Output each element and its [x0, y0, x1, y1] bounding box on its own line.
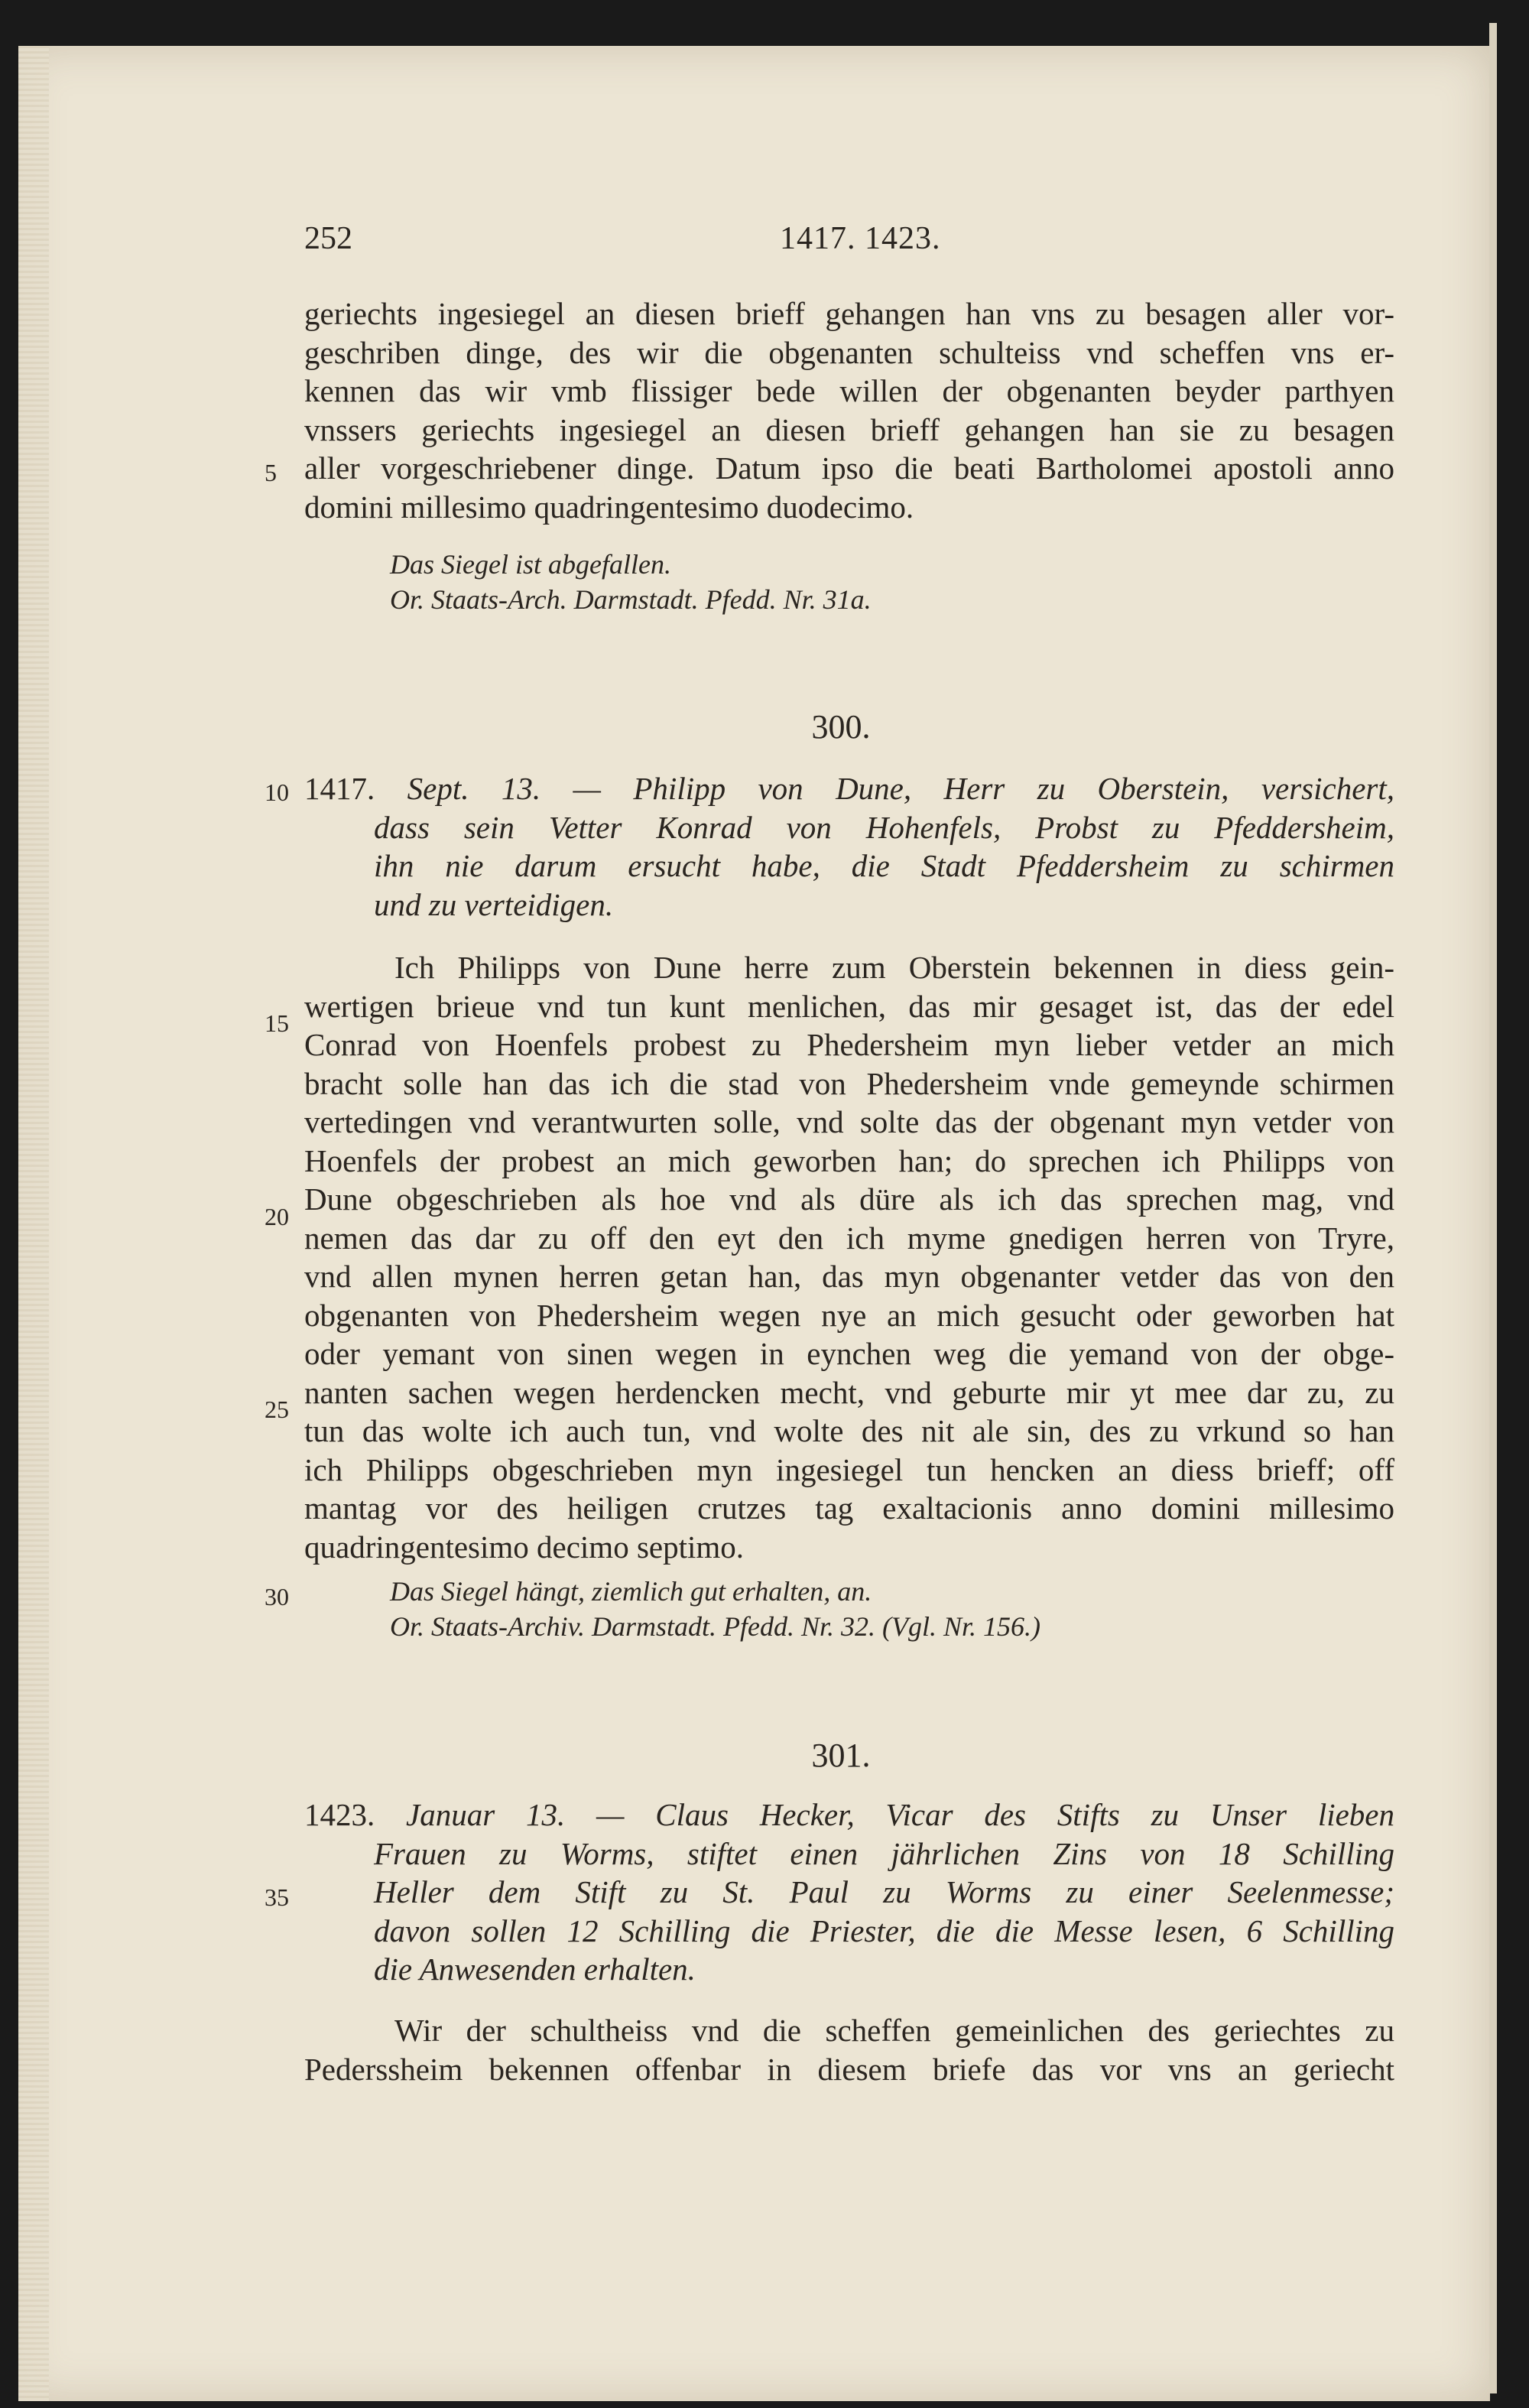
text-line: geschriben dinge, des wir die obgenanten schulteiss vnd scheffen vns er- [304, 334, 1394, 370]
text-line: wertigen brieue vnd tun kunt menlichen, das mir gesaget ist, das der edel [304, 988, 1394, 1024]
regest-line [304, 769, 1394, 808]
line-number: 30 [265, 1583, 289, 1610]
line-number: 15 [265, 1009, 289, 1037]
text-line: nanten sachen wegen herdencken mecht, vnd geburte mir yt mee dar zu, zu [304, 1374, 1394, 1410]
regest-text: Sept. 13. — Philipp von Dune, Herr zu Oberstein, versichert, [407, 771, 1395, 806]
seal-note-300 [390, 1574, 1040, 1644]
line-number: 10 [265, 778, 289, 806]
regest-line [304, 1795, 1394, 1834]
text-line: Hoenfels der probest an mich geworben han; do sprechen ich Philipps von [304, 1142, 1394, 1178]
seal-note-299 [390, 547, 872, 617]
text-line: vnd allen mynen herren getan han, das myn obgenanter vetder das von den [304, 1259, 1394, 1294]
text-line: nemen das dar zu off den eyt den ich myme gnedigen herren von Tryre, [304, 1220, 1394, 1256]
text-line: Conrad von Hoenfels probest zu Phedersheim myn lieber vetder an mich [304, 1027, 1394, 1062]
line-number: 20 [265, 1203, 289, 1230]
note-line: Or. Staats-Archiv. Darmstadt. Pfedd. Nr. 32. (Vgl. Nr. 156.) [390, 1611, 1040, 1642]
entry-date: 1417. [304, 771, 375, 806]
top-paragraph [304, 294, 1394, 526]
regest-line: davon sollen 12 Schilling die Priester, die die Messe lesen, 6 Schilling [374, 1912, 1394, 1948]
regest-line: Heller dem Stift zu St. Paul zu Worms zu einer Seelenmesse; [374, 1874, 1394, 1909]
note-line: Das Siegel hängt, ziemlich gut erhalten, an. [390, 1576, 872, 1607]
entry-date: 1423. [304, 1797, 375, 1832]
note-line: Or. Staats-Arch. Darmstadt. Pfedd. Nr. 31a. [390, 584, 872, 615]
running-head: 1417. 1423. [780, 221, 941, 256]
text-line: aller vorgeschriebener dinge. Datum ipso die beati Bartholomei apostoli anno [304, 450, 1394, 486]
line-number: 5 [265, 459, 277, 486]
text-line: bracht solle han das ich die stad von Phedersheim vnde gemeynde schirmen [304, 1065, 1394, 1101]
text-line: geriechts ingesiegel an diesen brieff gehangen han vns zu besagen aller vor- [304, 296, 1394, 331]
text-line: ich Philipps obgeschrieben myn ingesiegel tun hencken an diess brieff; off [304, 1451, 1394, 1487]
text-line: vertedingen vnd verantwurten solle, vnd solte das der obgenant myn vetder von [304, 1104, 1394, 1139]
page-gutter-shadow [18, 46, 49, 2401]
text-line: mantag vor des heiligen crutzes tag exaltacionis anno domini millesimo [304, 1490, 1394, 1526]
regest-line: dass sein Vetter Konrad von Hohenfels, Probst zu Pfeddersheim, [374, 809, 1394, 845]
regest-301 [304, 1795, 1394, 1989]
line-number: 25 [265, 1396, 289, 1423]
text-line: vnssers geriechts ingesiegel an diesen brieff gehangen han sie zu besagen [304, 411, 1394, 447]
page-number: 252 [304, 221, 352, 256]
note-line: Das Siegel ist abgefallen. [390, 549, 671, 580]
line-number: 35 [265, 1883, 289, 1911]
text-line: Dune obgeschrieben als hoe vnd als düre als ich das sprechen mag, vnd [304, 1181, 1394, 1217]
text-line: Ich Philipps von Dune herre zum Oberstein bekennen in diess gein- [394, 950, 1394, 985]
regest-line: Frauen zu Worms, stiftet einen jährlichen Zins von 18 Schilling [374, 1835, 1394, 1871]
text-line: Wir der schultheiss vnd die scheffen gemeinlichen des geriechtes zu [394, 2013, 1394, 2048]
document-text-301 [304, 2011, 1394, 2088]
regest-300 [304, 769, 1394, 924]
text-line: tun das wolte ich auch tun, vnd wolte des nit ale sin, des zu vrkund so han [304, 1413, 1394, 1448]
entry-number-301: 301. [811, 1737, 871, 1774]
regest-line: die Anwesenden erhalten. [374, 1951, 696, 1987]
text-line: quadringentesimo decimo septimo. [304, 1529, 745, 1565]
document-text-300 [304, 948, 1394, 1566]
entry-number-300: 300. [811, 708, 871, 746]
text-line: kennen das wir vmb flissiger bede willen der obgenanten beyder parthyen [304, 373, 1394, 408]
regest-line: ihn nie darum ersucht habe, die Stadt Pfeddersheim zu schirmen [374, 848, 1394, 883]
regest-text: Januar 13. — Claus Hecker, Vicar des Stifts zu Unser lieben [406, 1797, 1394, 1832]
text-line: obgenanten von Phedersheim wegen nye an mich gesucht oder geworben hat [304, 1297, 1394, 1333]
text-line: domini millesimo quadringentesimo duodecimo. [304, 489, 914, 525]
text-line: Pederssheim bekennen offenbar in diesem briefe das vor vns an geriecht [304, 2051, 1394, 2087]
regest-line: und zu verteidigen. [374, 886, 614, 922]
page-edge [1489, 23, 1497, 2393]
text-line: oder yemant von sinen wegen in eynchen weg die yemand von der obge- [304, 1336, 1394, 1371]
